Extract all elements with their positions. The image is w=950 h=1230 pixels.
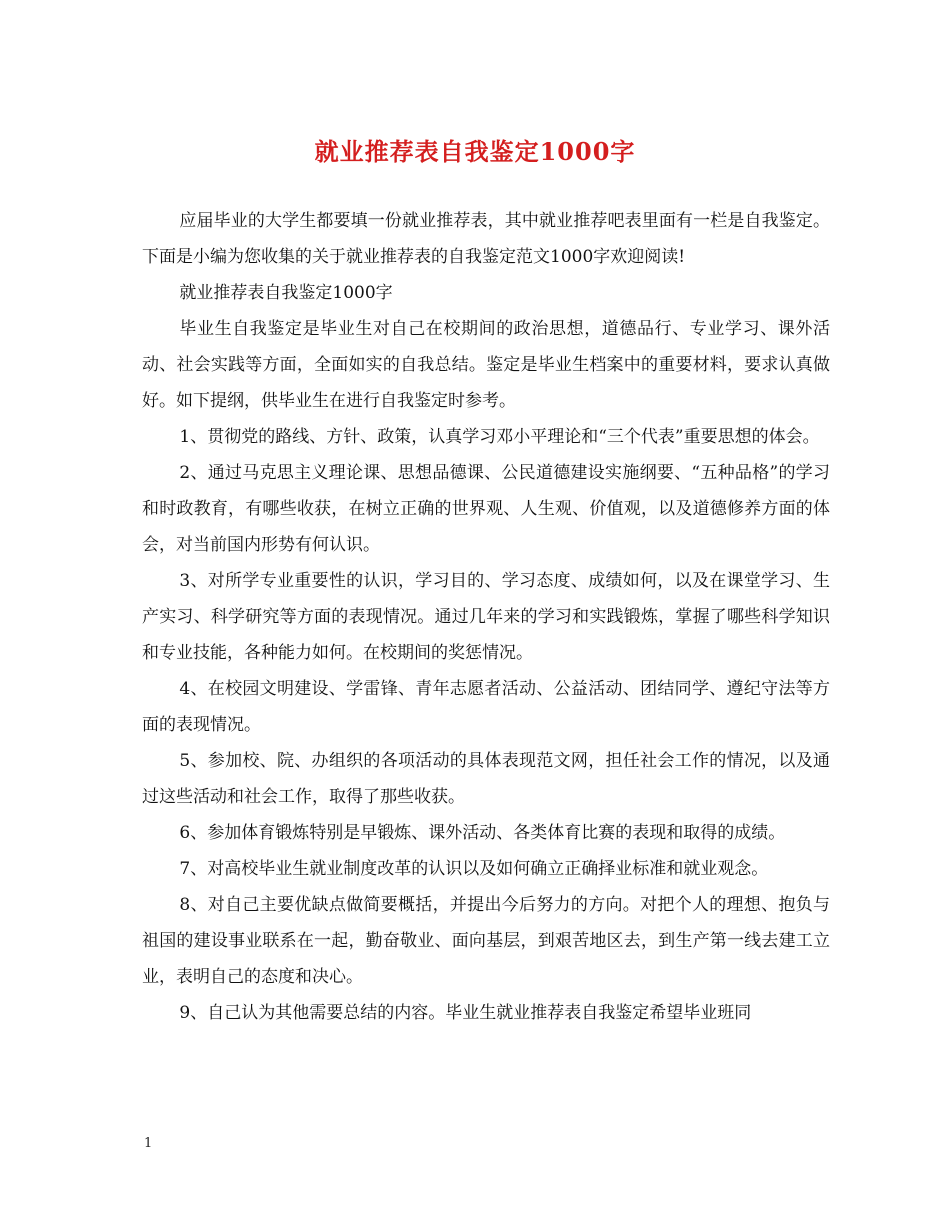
paragraph-intro: 应届毕业的大学生都要填一份就业推荐表，其中就业推荐吧表里面有一栏是自我鉴定。下面是小编为您收集的关于就业推荐表的自我鉴定范文1000字欢迎阅读! bbox=[142, 211, 830, 267]
paragraph-item-5: 5、参加校、院、办组织的各项活动的具体表现范文网，担任社会工作的情况，以及通过这些活动和社会工作，取得了那些收获。 bbox=[142, 751, 830, 807]
paragraph-item-8: 8、对自己主要优缺点做简要概括，并提出今后努力的方向。对把个人的理想、抱负与祖国的建设事业联系在一起，勤奋敬业、面向基层，到艰苦地区去，到生产第一线去建工立业，表明自己的态度和决心。 bbox=[142, 895, 830, 987]
paragraph-overview: 毕业生自我鉴定是毕业生对自己在校期间的政治思想，道德品行、专业学习、课外活动、社会实践等方面，全面如实的自我总结。鉴定是毕业生档案中的重要材料，要求认真做好。如下提纲，供毕业生在进行自我鉴定时参考。 bbox=[142, 319, 830, 411]
document-body bbox=[142, 203, 830, 1031]
paragraph-item-3: 3、对所学专业重要性的认识，学习目的、学习态度、成绩如何，以及在课堂学习、生产实习、科学研究等方面的表现情况。通过几年来的学习和实践锻炼，掌握了哪些科学知识和专业技能，各种能力如何。在校期间的奖惩情况。 bbox=[142, 571, 830, 663]
paragraph-item-6: 6、参加体育锻炼特别是早锻炼、课外活动、各类体育比赛的表现和取得的成绩。 bbox=[179, 823, 786, 843]
paragraph-item-9: 9、自己认为其他需要总结的内容。毕业生就业推荐表自我鉴定希望毕业班同 bbox=[179, 1003, 752, 1023]
paragraph-item-4: 4、在校园文明建设、学雷锋、青年志愿者活动、公益活动、团结同学、遵纪守法等方面的表现情况。 bbox=[142, 679, 830, 735]
paragraph-item-2: 2、通过马克思主义理论课、思想品德课、公民道德建设实施纲要、“五种品格”的学习和时政教育，有哪些收获，在树立正确的世界观、人生观、价值观，以及道德修养方面的体会，对当前国内形势有何认识。 bbox=[142, 463, 830, 555]
paragraph-item-1: 1、贯彻党的路线、方针、政策，认真学习邓小平理论和“三个代表”重要思想的体会。 bbox=[179, 427, 820, 447]
document-title: 就业推荐表自我鉴定1000字 bbox=[314, 137, 636, 166]
paragraph-item-7: 7、对高校毕业生就业制度改革的认识以及如何确立正确择业标准和就业观念。 bbox=[179, 859, 769, 879]
page-number: 1 bbox=[144, 1136, 153, 1151]
paragraph-subheading: 就业推荐表自我鉴定1000字 bbox=[179, 283, 393, 303]
